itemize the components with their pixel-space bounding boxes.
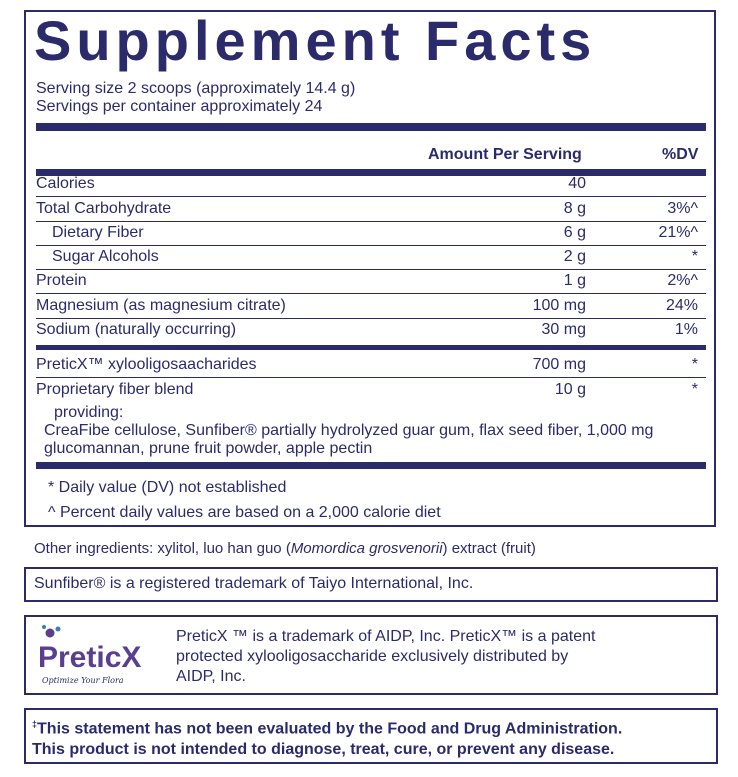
supplement-facts-panel xyxy=(24,10,716,527)
nutrient-dv: 2%^ xyxy=(667,272,698,289)
logo-dot xyxy=(42,625,46,629)
ingredient-amount: 700 mg xyxy=(532,356,586,373)
nutrient-row xyxy=(36,245,706,270)
logo-dot xyxy=(56,627,61,632)
nutrient-row xyxy=(36,318,706,342)
nutrient-dv: 3%^ xyxy=(667,200,698,217)
other-ingredients-prefix: Other ingredients: xylitol, luo han guo ( xyxy=(34,540,291,557)
logo-tagline: Optimize Your Flora xyxy=(42,676,124,685)
blend-ingredients-line: glucomannan, prune fruit powder, apple pectin xyxy=(44,440,373,457)
fda-line: This statement has not been evaluated by the Food and Drug Administration. xyxy=(37,720,623,738)
divider-thick-bottom xyxy=(36,462,706,469)
footnote-percent-daily: ^ Percent daily values are based on a 2,000 calorie diet xyxy=(48,504,441,521)
divider-medium xyxy=(36,345,706,350)
nutrient-amount: 30 mg xyxy=(541,321,586,338)
ingredient-amount: 10 g xyxy=(554,381,586,398)
nutrient-amount: 2 g xyxy=(563,248,586,265)
nutrient-dv: 24% xyxy=(665,297,698,314)
preticx-logo xyxy=(36,623,156,689)
ingredient-dv: * xyxy=(691,356,698,373)
nutrient-amount: 100 mg xyxy=(532,297,586,314)
trademark-box xyxy=(24,567,718,602)
nutrient-amount: 8 g xyxy=(563,200,586,217)
nutrient-amount: 40 xyxy=(568,175,586,192)
nutrient-row xyxy=(36,269,706,294)
pretic-box xyxy=(24,615,718,695)
fda-disclaimer xyxy=(32,714,622,760)
panel-title: Supplement Facts xyxy=(34,9,597,72)
trademark-note: Sunfiber® is a registered trademark of Taiyo International, Inc. xyxy=(34,575,474,592)
nutrient-dv: 21%^ xyxy=(658,224,698,241)
other-ingredients-suffix: ) extract (fruit) xyxy=(442,540,536,557)
pretic-line: AIDP, Inc. xyxy=(176,668,246,685)
ingredient-row-blend xyxy=(36,378,706,402)
pretic-trademark-text xyxy=(176,627,696,687)
logo-dot xyxy=(46,629,55,638)
nutrient-row xyxy=(36,197,706,222)
fda-line: This product is not intended to diagnose, treat, cure, or prevent any disease. xyxy=(32,741,615,759)
ingredient-name: Proprietary fiber blend xyxy=(36,381,194,398)
nutrient-amount: 1 g xyxy=(563,272,586,289)
pretic-line: protected xylooligosaccharide exclusively distributed by xyxy=(176,648,569,665)
blend-ingredients-line: CreaFibe cellulose, Sunfiber® partially hydrolyzed guar gum, flax seed fiber, 1,000 mg xyxy=(44,422,654,439)
nutrient-row xyxy=(36,221,706,246)
double-dagger-marker: ‡ xyxy=(32,719,38,729)
header-dv: %DV xyxy=(662,146,699,163)
nutrient-name: Dietary Fiber xyxy=(52,224,144,241)
nutrient-row xyxy=(36,294,706,319)
ingredient-name: PreticX™ xylooligosaacharides xyxy=(36,356,257,373)
nutrient-row xyxy=(36,172,706,197)
logo-wordmark: PreticX xyxy=(38,641,142,674)
servings-per-container: Servings per container approximately 24 xyxy=(36,98,323,115)
nutrient-name: Total Carbohydrate xyxy=(36,200,172,217)
blend-providing: providing: xyxy=(54,404,124,421)
nutrient-dv: * xyxy=(691,248,698,265)
header-amount: Amount Per Serving xyxy=(428,146,582,163)
fda-disclaimer-box xyxy=(24,708,718,764)
footnote-dv-not-established: * Daily value (DV) not established xyxy=(48,479,287,496)
pretic-line: PreticX ™ is a trademark of AIDP, Inc. PreticX™ is a patent xyxy=(176,628,596,645)
divider-thick-top xyxy=(36,123,706,131)
nutrient-name: Magnesium (as magnesium citrate) xyxy=(36,297,286,314)
preticx-logo-graphic xyxy=(36,623,156,689)
nutrient-name: Sodium (naturally occurring) xyxy=(36,321,237,338)
other-ingredients xyxy=(34,540,536,557)
ingredient-dv: * xyxy=(691,381,698,398)
nutrient-name: Calories xyxy=(36,175,95,192)
nutrient-amount: 6 g xyxy=(563,224,586,241)
other-ingredients-latin-name: Momordica grosvenorii xyxy=(290,540,443,557)
nutrient-name: Sugar Alcohols xyxy=(52,248,159,265)
serving-size: Serving size 2 scoops (approximately 14.4 g) xyxy=(36,80,356,97)
ingredient-row-pretic xyxy=(36,353,706,378)
nutrient-dv: 1% xyxy=(674,321,698,338)
nutrient-name: Protein xyxy=(36,272,87,289)
